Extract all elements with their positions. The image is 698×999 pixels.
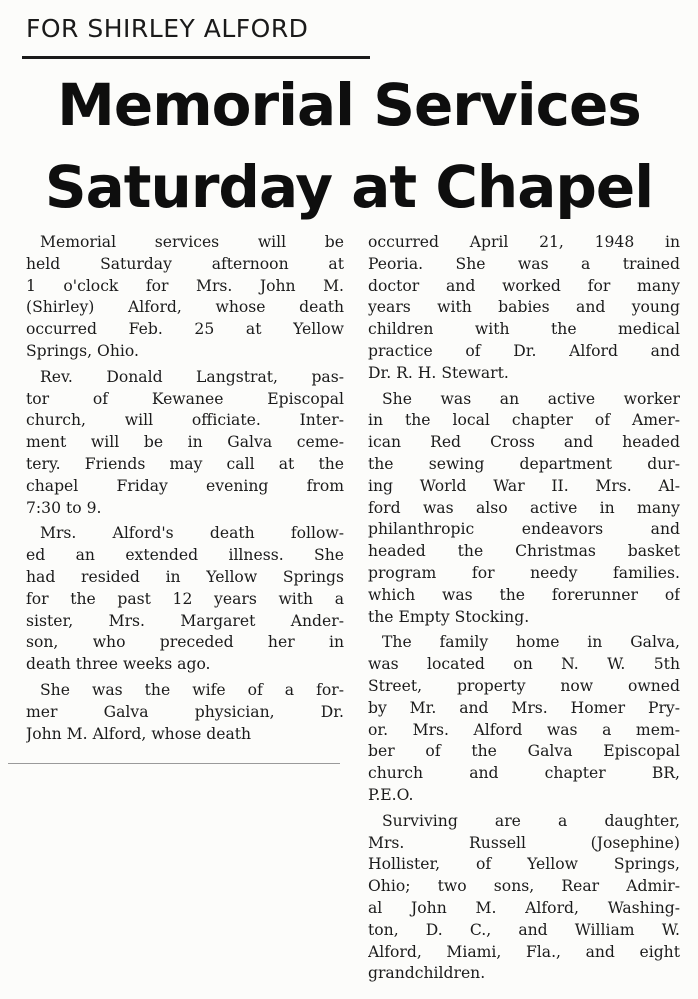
- article-line: practice of Dr. Alford and: [368, 341, 680, 360]
- article-line: Mrs. Russell (Josephine): [368, 833, 680, 852]
- article-line: She was the wife of a for-: [40, 680, 344, 699]
- article-line: Ohio; two sons, Rear Admir-: [368, 877, 680, 896]
- article-line: Memorial services will be: [40, 233, 344, 251]
- article-line: Peoria. She was a trained: [368, 254, 680, 273]
- article-line: Alford, Miami, Fla., and eight: [368, 942, 680, 961]
- kicker-label: FOR SHIRLEY ALFORD: [26, 14, 309, 43]
- article-line: headed the Christmas basket: [368, 542, 680, 561]
- article-line: ton, D. C., and William W.: [368, 920, 680, 939]
- article-line: mer Galva physician, Dr.: [26, 702, 344, 721]
- article-line: or. Mrs. Alford was a mem-: [368, 720, 680, 739]
- article-line: Dr. R. H. Stewart.: [368, 363, 509, 382]
- article-line: doctor and worked for many: [368, 276, 680, 295]
- article-paragraph: [26, 367, 344, 520]
- article-line: Hollister, of Yellow Springs,: [368, 855, 680, 874]
- article-line: church, will officiate. Inter-: [26, 411, 344, 430]
- article-line: death three weeks ago.: [26, 655, 211, 674]
- article-line: children with the medical: [368, 320, 680, 339]
- article-line: chapel Friday evening from: [26, 476, 344, 495]
- article-line: by Mr. and Mrs. Homer Pry-: [368, 698, 680, 717]
- article-column-right: [368, 232, 680, 989]
- article-line: Mrs. Alford's death follow-: [40, 524, 344, 543]
- article-line: son, who preceded her in: [26, 633, 344, 652]
- article-line: occurred April 21, 1948 in: [368, 233, 680, 251]
- article-line: 7:30 to 9.: [26, 498, 102, 517]
- article-line: ment will be in Galva ceme-: [26, 433, 344, 452]
- article-line: sister, Mrs. Margaret Ander-: [26, 611, 344, 630]
- article-line: ford was also active in many: [368, 498, 680, 517]
- article-line: had resided in Yellow Springs: [26, 567, 344, 586]
- article-line: ber of the Galva Episcopal: [368, 742, 680, 761]
- column-end-rule: [8, 763, 340, 764]
- article-paragraph: [368, 811, 680, 985]
- article-line: philanthropic endeavors and: [368, 520, 680, 539]
- article-line: The family home in Galva,: [382, 633, 680, 652]
- article-line: the sewing department dur-: [368, 454, 680, 473]
- article-column-left: [26, 232, 344, 749]
- headline-line-1: Memorial Services: [57, 71, 641, 139]
- article-line: occurred Feb. 25 at Yellow: [26, 320, 344, 339]
- article-line: ing World War II. Mrs. Al-: [368, 476, 680, 495]
- article-line: She was an active worker: [382, 389, 680, 408]
- article-line: 1 o'clock for Mrs. John M.: [26, 276, 344, 295]
- headline-line-2: Saturday at Chapel: [44, 153, 654, 221]
- kicker-rule: [22, 56, 370, 59]
- article-line: the Empty Stocking.: [368, 607, 530, 626]
- article-line: Surviving are a daughter,: [382, 811, 680, 830]
- article-line: for the past 12 years with a: [26, 589, 344, 608]
- article-paragraph: [26, 680, 344, 745]
- article-line: (Shirley) Alford, whose death: [26, 298, 344, 317]
- article-line: years with babies and young: [368, 298, 680, 317]
- article-line: ed an extended illness. She: [26, 546, 344, 565]
- article-line: was located on N. W. 5th: [368, 655, 680, 674]
- article-line: church and chapter BR,: [368, 764, 680, 783]
- article-line: ican Red Cross and headed: [368, 433, 680, 452]
- article-paragraph: [26, 523, 344, 676]
- article-line: tery. Friends may call at the: [26, 454, 344, 473]
- article-paragraph: [368, 232, 680, 385]
- article-line: in the local chapter of Amer-: [368, 411, 680, 430]
- article-line: Street, property now owned: [368, 676, 680, 695]
- article-line: Springs, Ohio.: [26, 341, 139, 360]
- article-paragraph: [26, 232, 344, 363]
- article-line: which was the forerunner of: [368, 585, 680, 604]
- article-line: Rev. Donald Langstrat, pas-: [40, 367, 344, 386]
- article-line: tor of Kewanee Episcopal: [26, 389, 344, 408]
- article-line: grandchildren.: [368, 964, 486, 983]
- article-line: John M. Alford, whose death: [26, 724, 252, 743]
- article-paragraph: [368, 389, 680, 629]
- article-paragraph: [368, 632, 680, 806]
- article-line: P.E.O.: [368, 785, 414, 804]
- article-line: program for needy families.: [368, 563, 680, 582]
- article-line: al John M. Alford, Washing-: [368, 898, 680, 917]
- article-line: held Saturday afternoon at: [26, 254, 344, 273]
